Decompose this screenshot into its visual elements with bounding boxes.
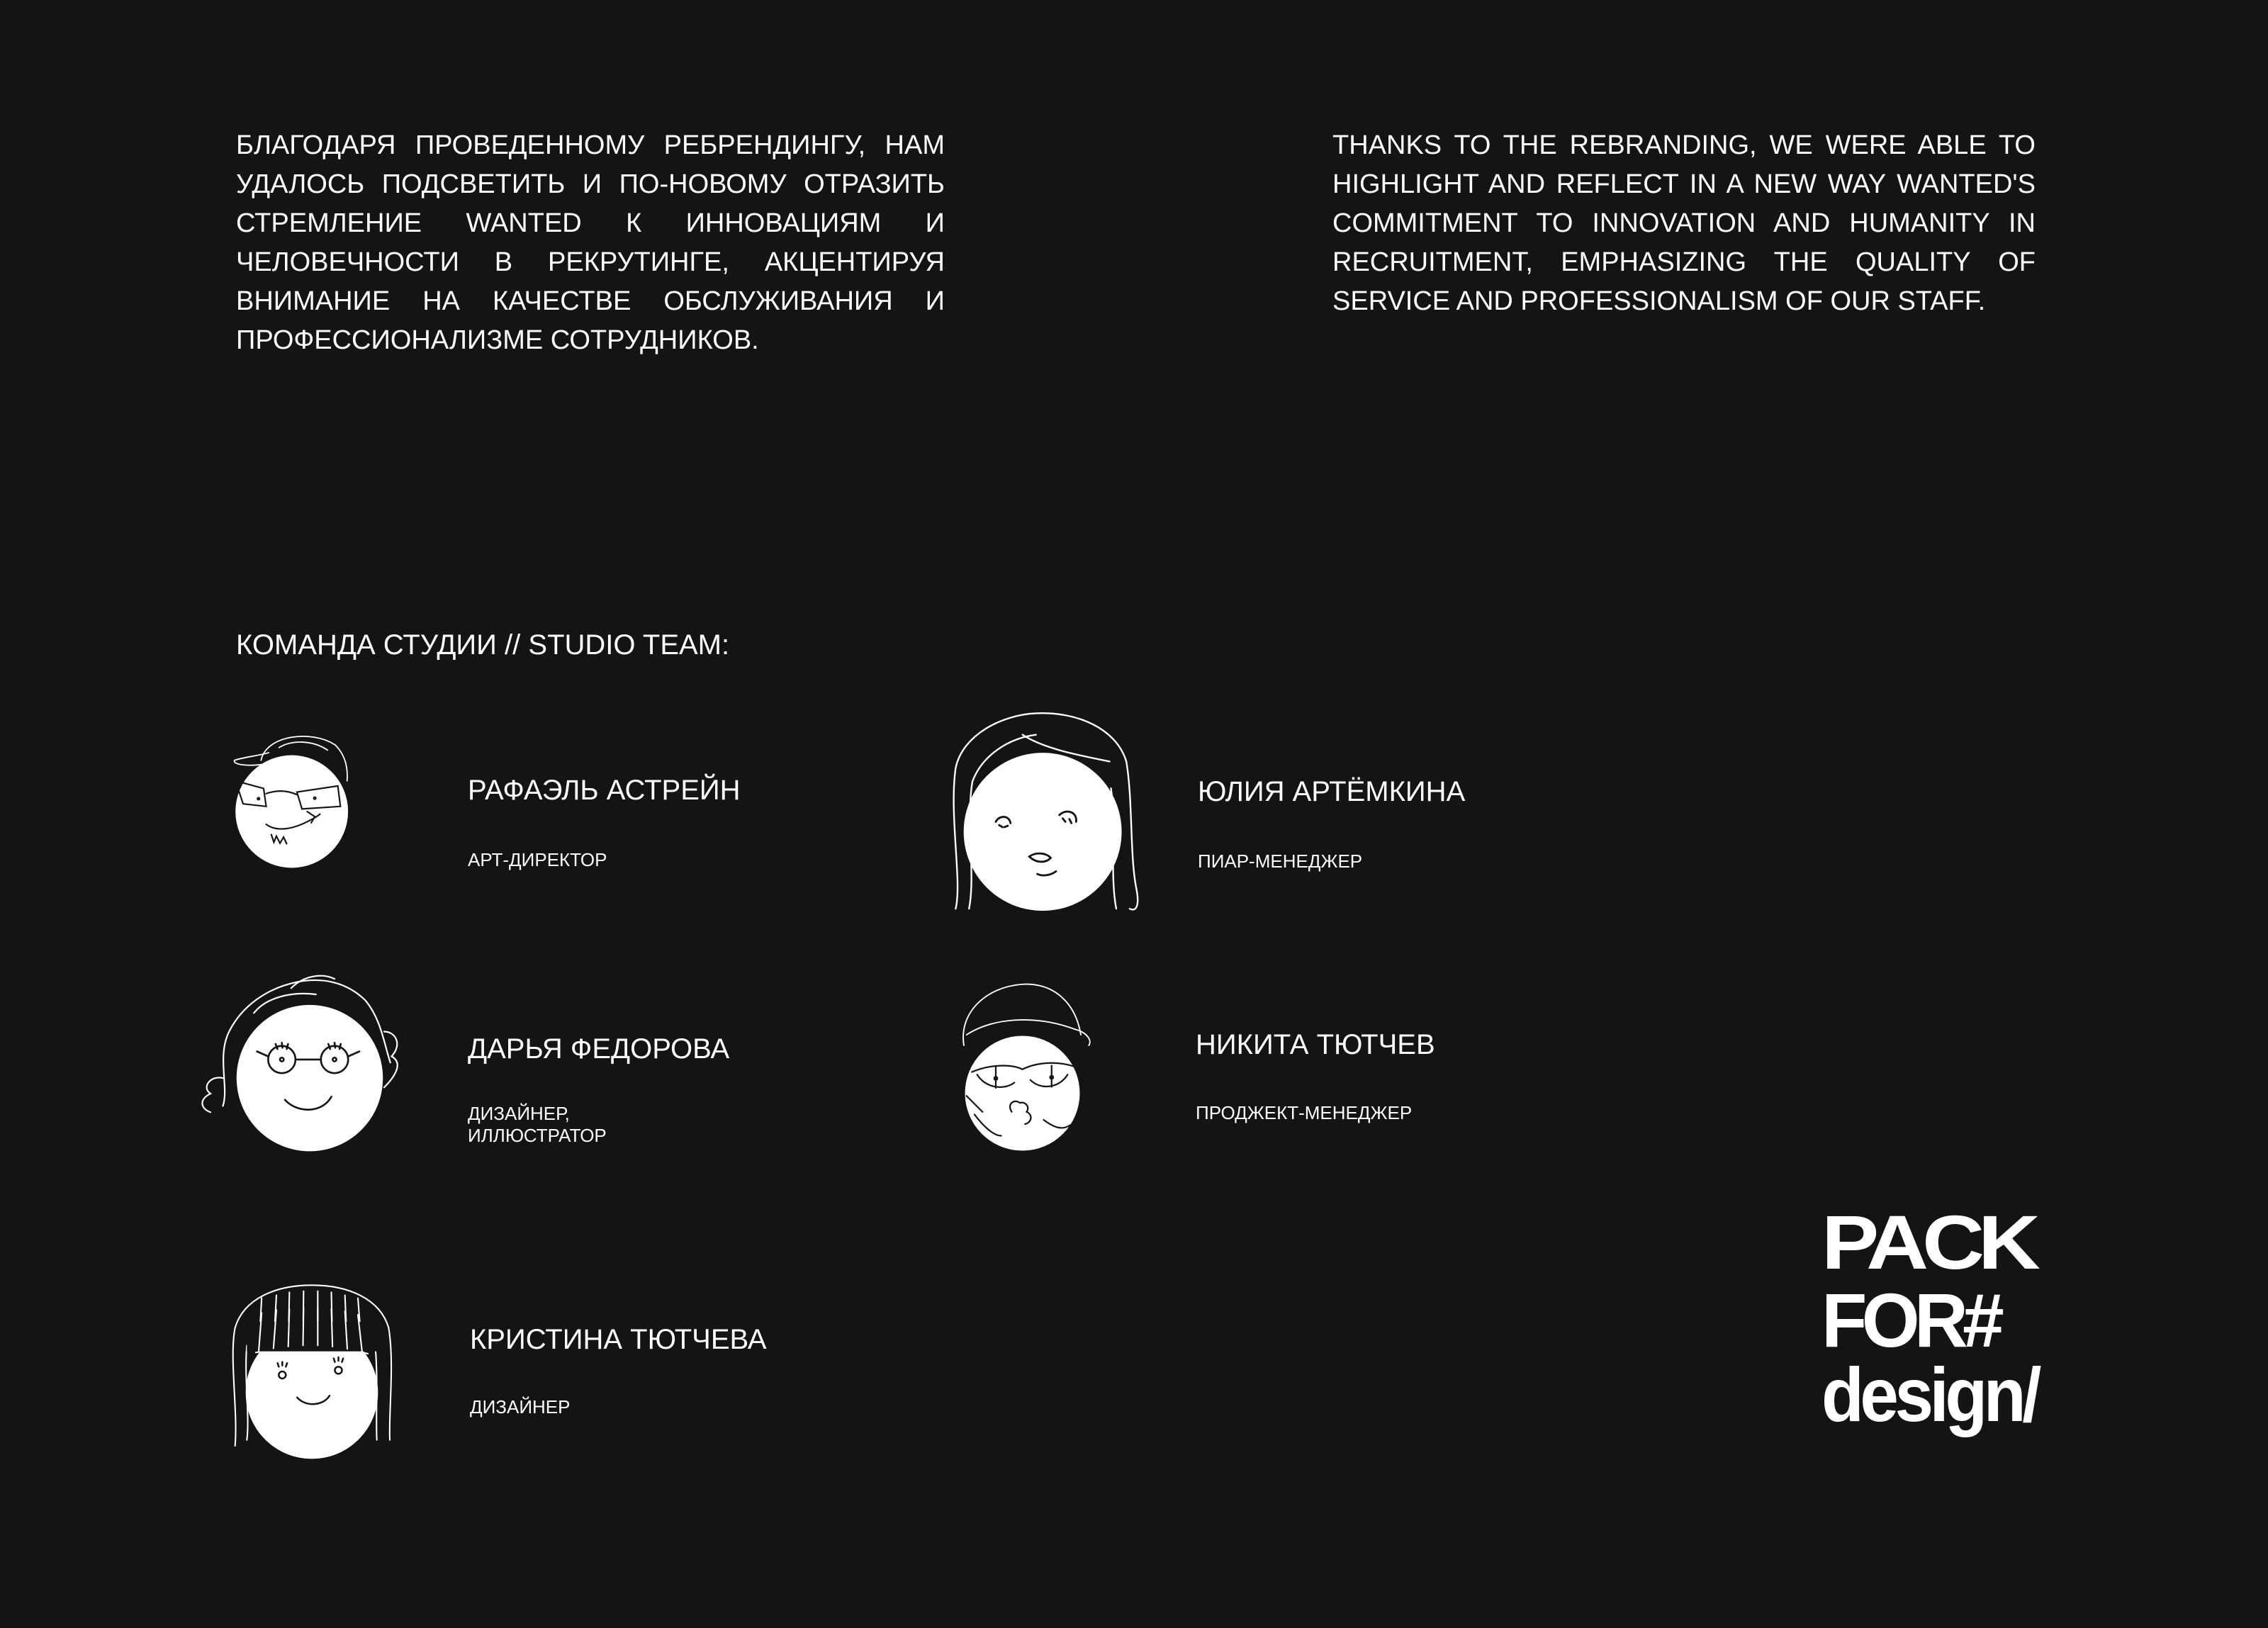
intro-paragraph-ru: БЛАГОДАРЯ ПРОВЕДЕННОМУ РЕБРЕНДИНГУ, НАМ УДАЛОСЬ ПОДСВЕТИТЬ И ПО-НОВОМУ ОТРАЗИТЬ СТРЕМЛЕНИЕ WANTED К ИННОВАЦИЯМ И ЧЕЛОВЕЧНОСТИ В РЕКРУТИНГЕ, АКЦЕНТИРУЯ ВНИМАНИЕ НА КАЧЕСТВЕ ОБСЛУЖИВАНИЯ И ПРОФЕССИОНАЛИЗМЕ СОТРУДНИКОВ.	[236, 130, 945, 355]
woman-with-curly-hair-and-glasses-icon	[186, 970, 434, 1168]
member-role: ПРОДЖЕКТ-МЕНЕДЖЕР	[1196, 1102, 1413, 1123]
intro-paragraph-en: THANKS TO THE REBRANDING, WE WERE ABLE TO HIGHLIGHT AND REFLECT IN A NEW WAY WANTED'S COMMITMENT TO INNOVATION AND HUMANITY IN RECRUITMENT, EMPHASIZING THE QUALITY OF SERVICE AND PROFESSIONALISM OF OUR STAFF.	[1332, 130, 2036, 316]
logo-line-1: PACK	[1821, 1205, 2040, 1285]
member-name: ЮЛИЯ АРТЁМКИНА	[1198, 776, 1466, 807]
woman-with-long-hair-icon	[936, 705, 1177, 925]
pack-for-design-logo	[1821, 1205, 2062, 1446]
member-role: АРТ-ДИРЕКТОР	[468, 849, 607, 870]
logo-line-2: FOR#	[1821, 1277, 2004, 1363]
member-role: ДИЗАЙНЕР	[470, 1396, 571, 1418]
member-role: ПИАР-МЕНЕДЖЕР	[1198, 851, 1363, 872]
member-name: ДАРЬЯ ФЕДОРОВА	[468, 1033, 730, 1065]
member-name: РАФАЭЛЬ АСТРЕЙН	[468, 775, 741, 806]
woman-with-bangs-icon	[223, 1276, 436, 1474]
man-with-cap-and-goggles-icon	[953, 960, 1145, 1173]
member-name: НИКИТА ТЮТЧЕВ	[1196, 1029, 1435, 1060]
member-role: ДИЗАЙНЕР, ИЛЛЮСТРАТОР	[468, 1103, 607, 1146]
team-heading: КОМАНДА СТУДИИ // STUDIO TEAM:	[236, 629, 730, 661]
logo-line-3: design/	[1821, 1352, 2041, 1437]
man-with-cap-and-glasses-icon	[230, 712, 415, 911]
member-name: КРИСТИНА ТЮТЧЕВА	[470, 1324, 767, 1355]
